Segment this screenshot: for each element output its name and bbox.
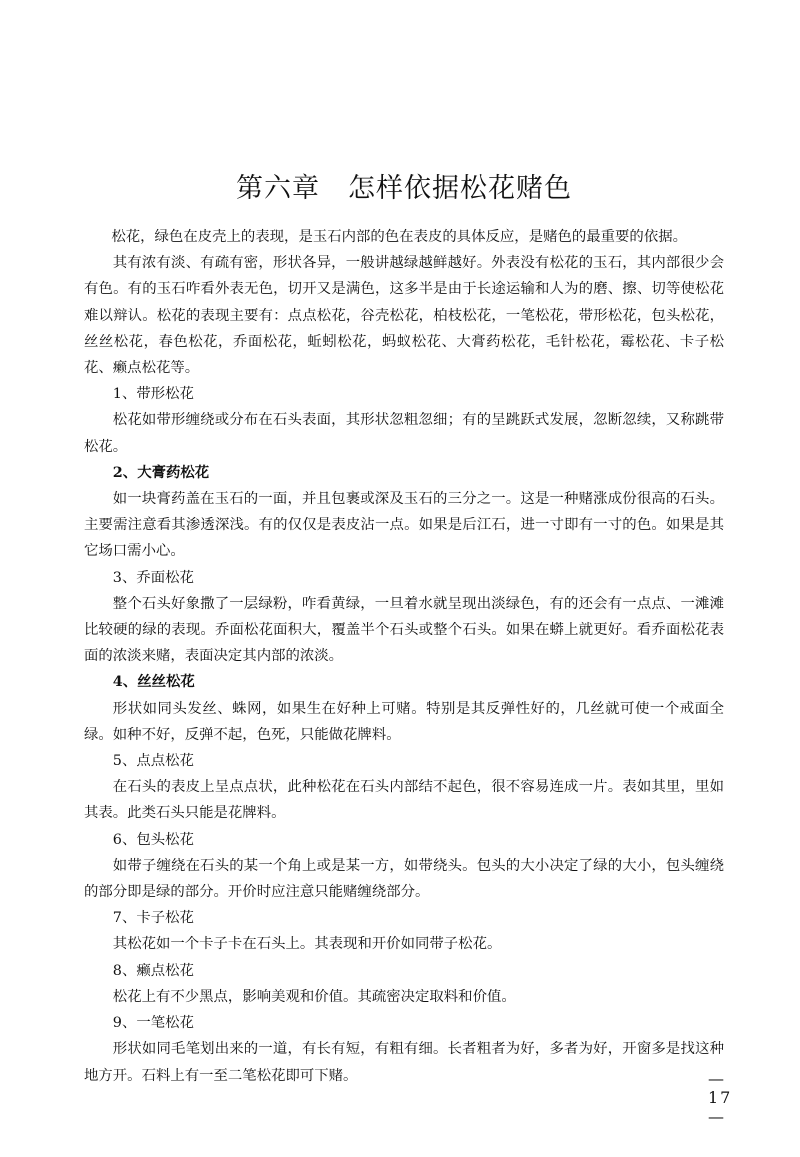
section-paragraph-5: 在石头的表皮上呈点点状，此种松花在石头内部结不起色，很不容易连成一片。表如其里，里如其表。此类石头只能是花牌料。 — [84, 779, 724, 822]
section-heading-4: 4、丝丝松花 — [112, 673, 195, 691]
section-paragraph-7: 其松花如一个卡子卡在石头上。其表现和开价如同带子松花。 — [112, 936, 502, 953]
section-paragraph-1: 松花如带形缠绕或分布在石头表面，其形状忽粗忽细；有的呈跳跃式发展，忽断忽续，又称跳带松花。 — [84, 412, 724, 455]
section-paragraph-8: 松花上有不少黑点，影响美观和价值。其疏密决定取料和价值。 — [112, 988, 516, 1005]
section-heading-8: 8、癞点松花 — [112, 962, 194, 979]
section-heading-1: 1、带形松花 — [112, 386, 194, 403]
section-heading-7: 7、卡子松花 — [112, 910, 194, 927]
section-paragraph-3: 整个石头好象撒了一层绿粉，咋看黄绿，一旦着水就呈现出淡绿色，有的还会有一点点、一滩滩比较硬的绿的表现。乔面松花面积大，覆盖半个石头或整个石头。如果在蟒上就更好。看乔面松花表面的浓淡来赌，表面决定其内部的浓淡。 — [84, 595, 724, 665]
section-heading-2: 2、大膏药松花 — [112, 463, 210, 481]
section-paragraph-4: 形状如同头发丝、蛛网，如果生在好种上可赌。特别是其反弹性好的，几丝就可使一个戒面全绿。如种不好，反弹不起，色死，只能做花牌料。 — [84, 700, 724, 743]
chapter-title: 第六章 怎样依据松花赌色 — [236, 173, 572, 204]
intro-paragraph-2: 其有浓有淡、有疏有密，形状各异，一般讲越绿越鲜越好。外表没有松花的玉石，其内部很少会有色。有的玉石咋看外表无色，切开又是满色，这多半是由于长途运输和人为的磨、擦、切等使松花难以辩认。松花的表现主要有：点点松花，谷壳松花，柏枝松花，一笔松花，带形松花，包头松花，丝丝松花，春色松花，乔面松花，蚯蚓松花，蚂蚁松花、大膏药松花，毛针松花，霉松花、卡子松花、癞点松花等。 — [84, 255, 724, 377]
section-heading-5: 5、点点松花 — [112, 753, 194, 770]
section-paragraph-9: 形状如同毛笔划出来的一道，有长有短，有粗有细。长者粗者为好，多者为好，开窗多是找这种地方开。石料上有一至二笔松花即可下赌。 — [84, 1041, 724, 1084]
section-heading-6: 6、包头松花 — [112, 831, 194, 848]
section-paragraph-6: 如带子缠绕在石头的某一个角上或是某一方，如带绕头。包头的大小决定了绿的大小，包头缠绕的部分即是绿的部分。开价时应注意只能赌缠绕部分。 — [84, 857, 724, 901]
section-heading-9: 9、一笔松花 — [112, 1015, 194, 1032]
section-heading-3: 3、乔面松花 — [112, 569, 194, 586]
section-paragraph-2: 如一块膏药盖在玉石的一面，并且包裹或深及玉石的三分之一。这是一种赌涨成份很高的石头。主要需注意看其渗透深浅。有的仅仅是表皮沾一点。如果是后江石，进一寸即有一寸的色。如果是其它场口需小心。 — [84, 491, 724, 560]
body-text — [84, 224, 724, 1089]
page-number: — 17 — — [708, 1069, 733, 1126]
intro-paragraph-1: 松花，绿色在皮壳上的表现，是玉石内部的色在表皮的具体反应，是赌色的最重要的依据。 — [111, 229, 687, 245]
